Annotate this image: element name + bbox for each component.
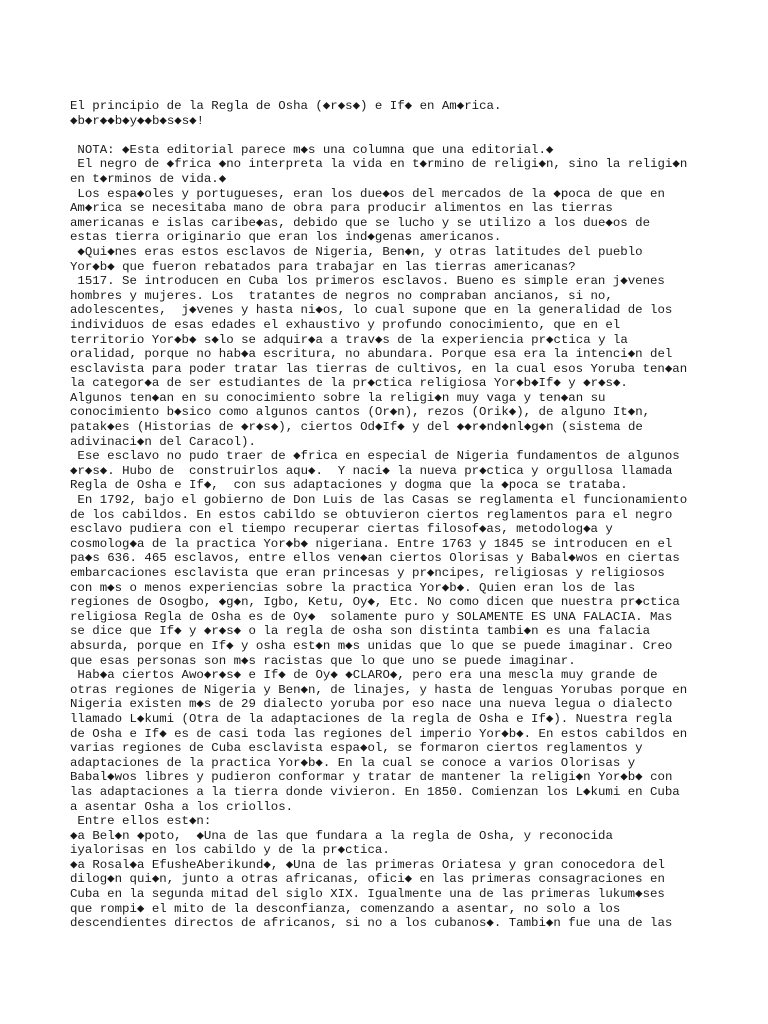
- text-line: oralidad, porque no hab◆a escritura, no abundara. Porque esa era la intenci◆n del: [70, 347, 673, 362]
- text-line: con m◆s o menos experiencias sobre la practica Yor◆b◆. Quien eran los de las: [70, 580, 636, 595]
- text-line: varias regiones de Cuba esclavista espa◆ol, se formaron ciertos reglamentos y: [70, 741, 643, 756]
- title-line: El principio de la Regla de Osha (◆r◆s◆) e If◆ en Am◆rica.: [70, 99, 502, 113]
- text-line: se dice que If◆ y ◆r◆s◆ o la regla de osha son distinta tambi◆n es una falacia: [70, 624, 651, 639]
- text-line: Am◆rica se necesitaba mano de obra para producir alimentos en las tierras: [70, 201, 613, 216]
- text-line: adivinaci◆n del Caracol).: [70, 434, 256, 449]
- text-line: Cuba en la segunda mitad del siglo XIX. Igualmente una de las primeras lukum◆ses: [70, 887, 665, 902]
- text-line: de los cabildos. En estos cabildo se obtuvieron ciertos reglamentos para el negro: [70, 507, 673, 522]
- text-line: dilog◆n qui◆n, junto a otras africanas, ofici◆ en las primeras consagraciones en: [70, 872, 665, 887]
- text-line: patak◆es (Historias de ◆r◆s◆), ciertos Od◆If◆ y del ◆◆r◆nd◆nl◆g◆n (sistema de: [70, 420, 643, 435]
- text-line: pa◆s 636. 465 esclavos, entre ellos ven◆an ciertos Olorisas y Babal◆wos en ciertas: [70, 551, 680, 566]
- text-line: esclavista para poder tratar las tierras de cultivos, en la cual esos Yoruba ten◆an: [70, 361, 688, 376]
- text-line: hombres y mujeres. Los tratantes de negros no compraban ancianos, si no,: [70, 288, 613, 303]
- text-line: ◆Qui◆nes eras estos esclavos de Nigeria, Ben◆n, y otras latitudes del pueblo: [70, 244, 643, 259]
- text-line: individuos de esas edades el exhaustivo y profundo conocimiento, que en el: [70, 317, 621, 332]
- document-title: [70, 99, 760, 128]
- text-line: Algunos ten◆an en su conocimiento sobre la religi◆n muy vaga y ten◆an su: [70, 390, 606, 405]
- text-line: regiones de Osogbo, ◆g◆n, Igbo, Ketu, Oy◆, Etc. No como dicen que nuestra pr◆ctica: [70, 595, 680, 610]
- text-line: NOTA: ◆Esta editorial parece m◆s una columna que una editorial.◆: [70, 142, 554, 157]
- text-line: Ese esclavo no pudo traer de ◆frica en especial de Nigeria fundamentos de algunos: [70, 449, 680, 464]
- text-line: llamado L◆kumi (Otra de la adaptaciones de la regla de Osha e If◆). Nuestra regla: [70, 711, 673, 726]
- text-line: Hab◆a ciertos Awo◆r◆s◆ e If◆ de Oy◆ ◆CLARO◆, pero era una mescla muy grande de: [70, 668, 658, 683]
- text-line: la categor◆a de ser estudiantes de la pr◆ctica religiosa Yor◆b◆If◆ y ◆r◆s◆.: [70, 376, 628, 391]
- text-line: Entre ellos est◆n:: [70, 814, 212, 829]
- title-line: ◆b◆r◆◆b◆y◆◆b◆s◆s◆!: [70, 113, 205, 128]
- text-line: Babal◆wos libres y pudieron conformar y tratar de mantener la religi◆n Yor◆b◆ con: [70, 770, 673, 785]
- text-line: esclavo pudiera con el tiempo recuperar ciertas filosof◆as, metodolog◆a y: [70, 522, 613, 537]
- text-line: Yor◆b◆ que fueron rebatados para trabajar en las tierras americanas?: [70, 259, 576, 274]
- text-line: adaptaciones de la practica Yor◆b◆. En la cual se conoce a varios Olorisas y: [70, 755, 636, 770]
- text-line: cosmolog◆a de la practica Yor◆b◆ nigeriana. Entre 1763 y 1845 se introducen en el: [70, 536, 673, 551]
- text-line: de Osha e If◆ es de casi toda las regiones del imperio Yor◆b◆. En estos cabildos en: [70, 726, 688, 741]
- document-text: [70, 99, 760, 931]
- text-line: en t◆rminos de vida.◆: [70, 171, 227, 186]
- text-line: ◆a Rosal◆a EfusheAberikund◆, ◆Una de las primeras Oriatesa y gran conocedora del: [70, 857, 665, 872]
- text-line: 1517. Se introducen en Cuba los primeros esclavos. Bueno es simple eran j◆venes: [70, 274, 665, 289]
- text-line: las adaptaciones a la tierra donde vivieron. En 1850. Comienzan los L◆kumi en Cuba: [70, 784, 680, 799]
- text-line: americanas e islas caribe◆as, debido que se lucho y se utilizo a los due◆os de: [70, 215, 651, 230]
- text-line: que rompi◆ el mito de la desconfianza, comenzando a asentar, no solo a los: [70, 901, 621, 916]
- text-line: descendientes directos de africanos, si no a los cubanos◆. Tambi◆n fue una de las: [70, 916, 673, 931]
- text-line: conocimiento b◆sico como algunos cantos (Or◆n), rezos (Orik◆), de alguno It◆n,: [70, 405, 651, 420]
- text-line: absurda, porque en If◆ y osha est◆n m◆s unidas que lo que se puede imaginar. Creo: [70, 638, 673, 653]
- text-line: iyalorisas en los cabildo y de la pr◆ctica.: [70, 843, 390, 858]
- text-line: que esas personas son m◆s racistas que lo que uno se puede imaginar.: [70, 653, 576, 668]
- text-line: Regla de Osha e If◆, con sus adaptaciones y dogma que la ◆poca se trataba.: [70, 478, 628, 493]
- text-line: estas tierra originario que eran los ind◆genas americanos.: [70, 230, 502, 245]
- text-line: embarcaciones esclavista que eran princesas y pr◆ncipes, religiosas y religiosos: [70, 566, 665, 580]
- text-line: territorio Yor◆b◆ s◆lo se adquir◆a a trav◆s de la experiencia pr◆ctica y la: [70, 332, 628, 347]
- text-line: ◆a Bel◆n ◆poto, ◆Una de las que fundara a la regla de Osha, y reconocida: [70, 828, 613, 843]
- text-line: Los espa◆oles y portugueses, eran los due◆os del mercados de la ◆poca de que en: [70, 186, 665, 201]
- document-body: [70, 128, 760, 931]
- text-line: Nigeria existen m◆s de 29 dialecto yoruba por eso nace una nueva legua o dialecto: [70, 697, 673, 712]
- text-line: religiosa Regla de Osha es de Oy◆ solamente puro y SOLAMENTE ES UNA FALACIA. Mas: [70, 609, 673, 624]
- text-line: a asentar Osha a los criollos.: [70, 799, 294, 814]
- text-line: [70, 128, 760, 143]
- text-line: adolescentes, j◆venes y hasta ni◆os, lo cual supone que en la generalidad de los: [70, 303, 673, 318]
- text-line: El negro de ◆frica ◆no interpreta la vida en t◆rmino de religi◆n, sino la religi◆n: [70, 157, 688, 172]
- text-line: ◆r◆s◆. Hubo de construirlos aqu◆. Y naci◆ la nueva pr◆ctica y orgullosa llamada: [70, 463, 673, 478]
- text-line: otras regiones de Nigeria y Ben◆n, de linajes, y hasta de lenguas Yorubas porque en: [70, 682, 688, 697]
- text-line: En 1792, bajo el gobierno de Don Luis de las Casas se reglamenta el funcionamiento: [70, 493, 688, 508]
